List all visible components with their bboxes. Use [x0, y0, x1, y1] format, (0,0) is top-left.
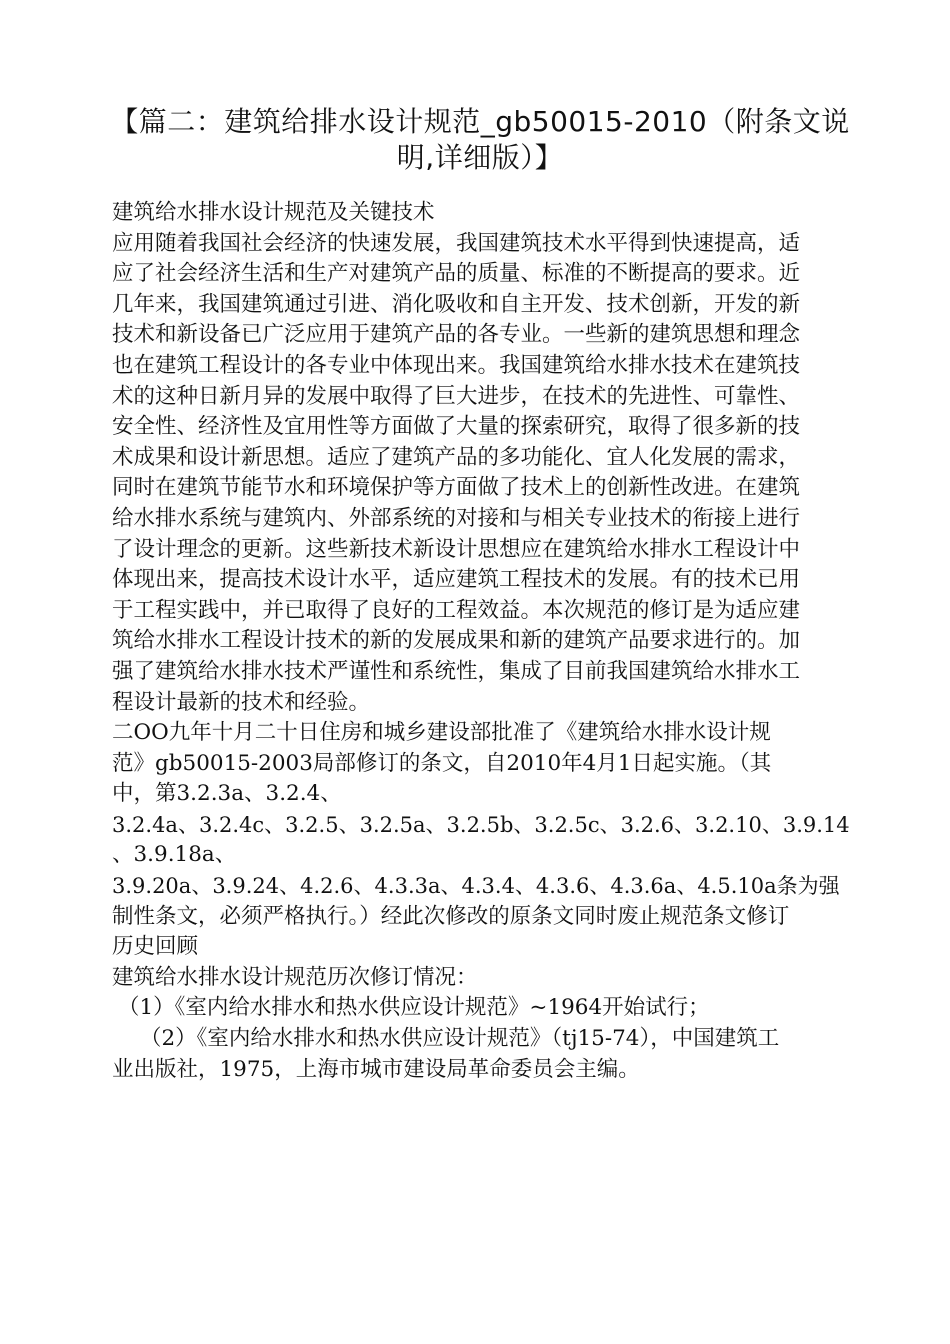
title-line-1: 【篇二：建筑给排水设计规范_gb50015-2010（附条文说 — [110, 105, 850, 138]
document-body — [112, 198, 862, 1085]
body-line: 历史回顾 — [112, 934, 199, 960]
body-line: 也在建筑工程设计的各专业中体现出来。我国建筑给水排水技术在建筑技 — [112, 352, 801, 378]
body-line: 于工程实践中，并已取得了良好的工程效益。本次规范的修订是为适应建 — [112, 597, 801, 623]
body-line: 应了社会经济生活和生产对建筑产品的质量、标准的不断提高的要求。近 — [112, 261, 801, 287]
body-line: 了设计理念的更新。这些新技术新设计思想应在建筑给水排水工程设计中 — [112, 536, 801, 562]
body-line: 应用随着我国社会经济的快速发展，我国建筑技术水平得到快速提高，适 — [112, 230, 801, 256]
clause-list-line: 、3.9.18a、 — [112, 842, 237, 868]
body-line: 中，第3.2.3a、3.2.4、 — [112, 781, 342, 807]
body-line: 给水排水系统与建筑内、外部系统的对接和与相关专业技术的衔接上进行 — [112, 505, 801, 531]
body-line: 范》gb50015-2003局部修订的条文，自2010年4月1日起实施。（其 — [112, 750, 772, 776]
history-item-1: （1）《室内给水排水和热水供应设计规范》~1964开始试行； — [118, 995, 710, 1021]
body-line: 筑给水排水工程设计技术的新的发展成果和新的建筑产品要求进行的。加 — [112, 628, 801, 654]
body-line: 同时在建筑节能节水和环境保护等方面做了技术上的创新性改进。在建筑 — [112, 475, 801, 501]
body-line: 几年来，我国建筑通过引进、消化吸收和自主开发、技术创新，开发的新 — [112, 291, 801, 317]
body-line: 建筑给水排水设计规范历次修订情况： — [112, 964, 478, 990]
history-item-2-continued: 业出版社，1975，上海市城市建设局革命委员会主编。 — [112, 1056, 640, 1082]
body-line: 术成果和设计新思想。适应了建筑产品的多功能化、宜人化发展的需求， — [112, 444, 801, 470]
body-line: 体现出来，提高技术设计水平，适应建筑工程技术的发展。有的技术已用 — [112, 567, 801, 593]
section-heading: 建筑给水排水设计规范及关键技术 — [112, 200, 435, 225]
document-title — [110, 104, 850, 176]
clause-list-line: 3.9.20a、3.9.24、4.2.6、4.3.3a、4.3.4、4.3.6、4.3.6a、4.5.10a条为强 — [112, 874, 840, 899]
body-line: 强了建筑给水排水技术严谨性和系统性，集成了目前我国建筑给水排水工 — [112, 658, 801, 684]
clause-list-line: 3.2.4a、3.2.4c、3.2.5、3.2.5a、3.2.5b、3.2.5c、3.2.6、3.2.10、3.9.14 — [112, 812, 850, 837]
body-line: 安全性、经济性及宜用性等方面做了大量的探索研究，取得了很多新的技 — [112, 414, 801, 440]
body-line: 术的这种日新月异的发展中取得了巨大进步，在技术的先进性、可靠性、 — [112, 383, 801, 409]
body-line: 程设计最新的技术和经验。 — [112, 689, 371, 715]
body-line: 二OO九年十月二十日住房和城乡建设部批准了《建筑给水排水设计规 — [112, 720, 771, 746]
history-item-2: （2）《室内给水排水和热水供应设计规范》（tj15-74），中国建筑工 — [140, 1026, 780, 1052]
title-line-2: 明,详细版）】 — [396, 141, 564, 174]
body-line: 制性条文，必须严格执行。）经此次修改的原条文同时废止规范条文修订 — [112, 903, 790, 929]
body-line: 技术和新设备已广泛应用于建筑产品的各专业。一些新的建筑思想和理念 — [112, 322, 801, 348]
